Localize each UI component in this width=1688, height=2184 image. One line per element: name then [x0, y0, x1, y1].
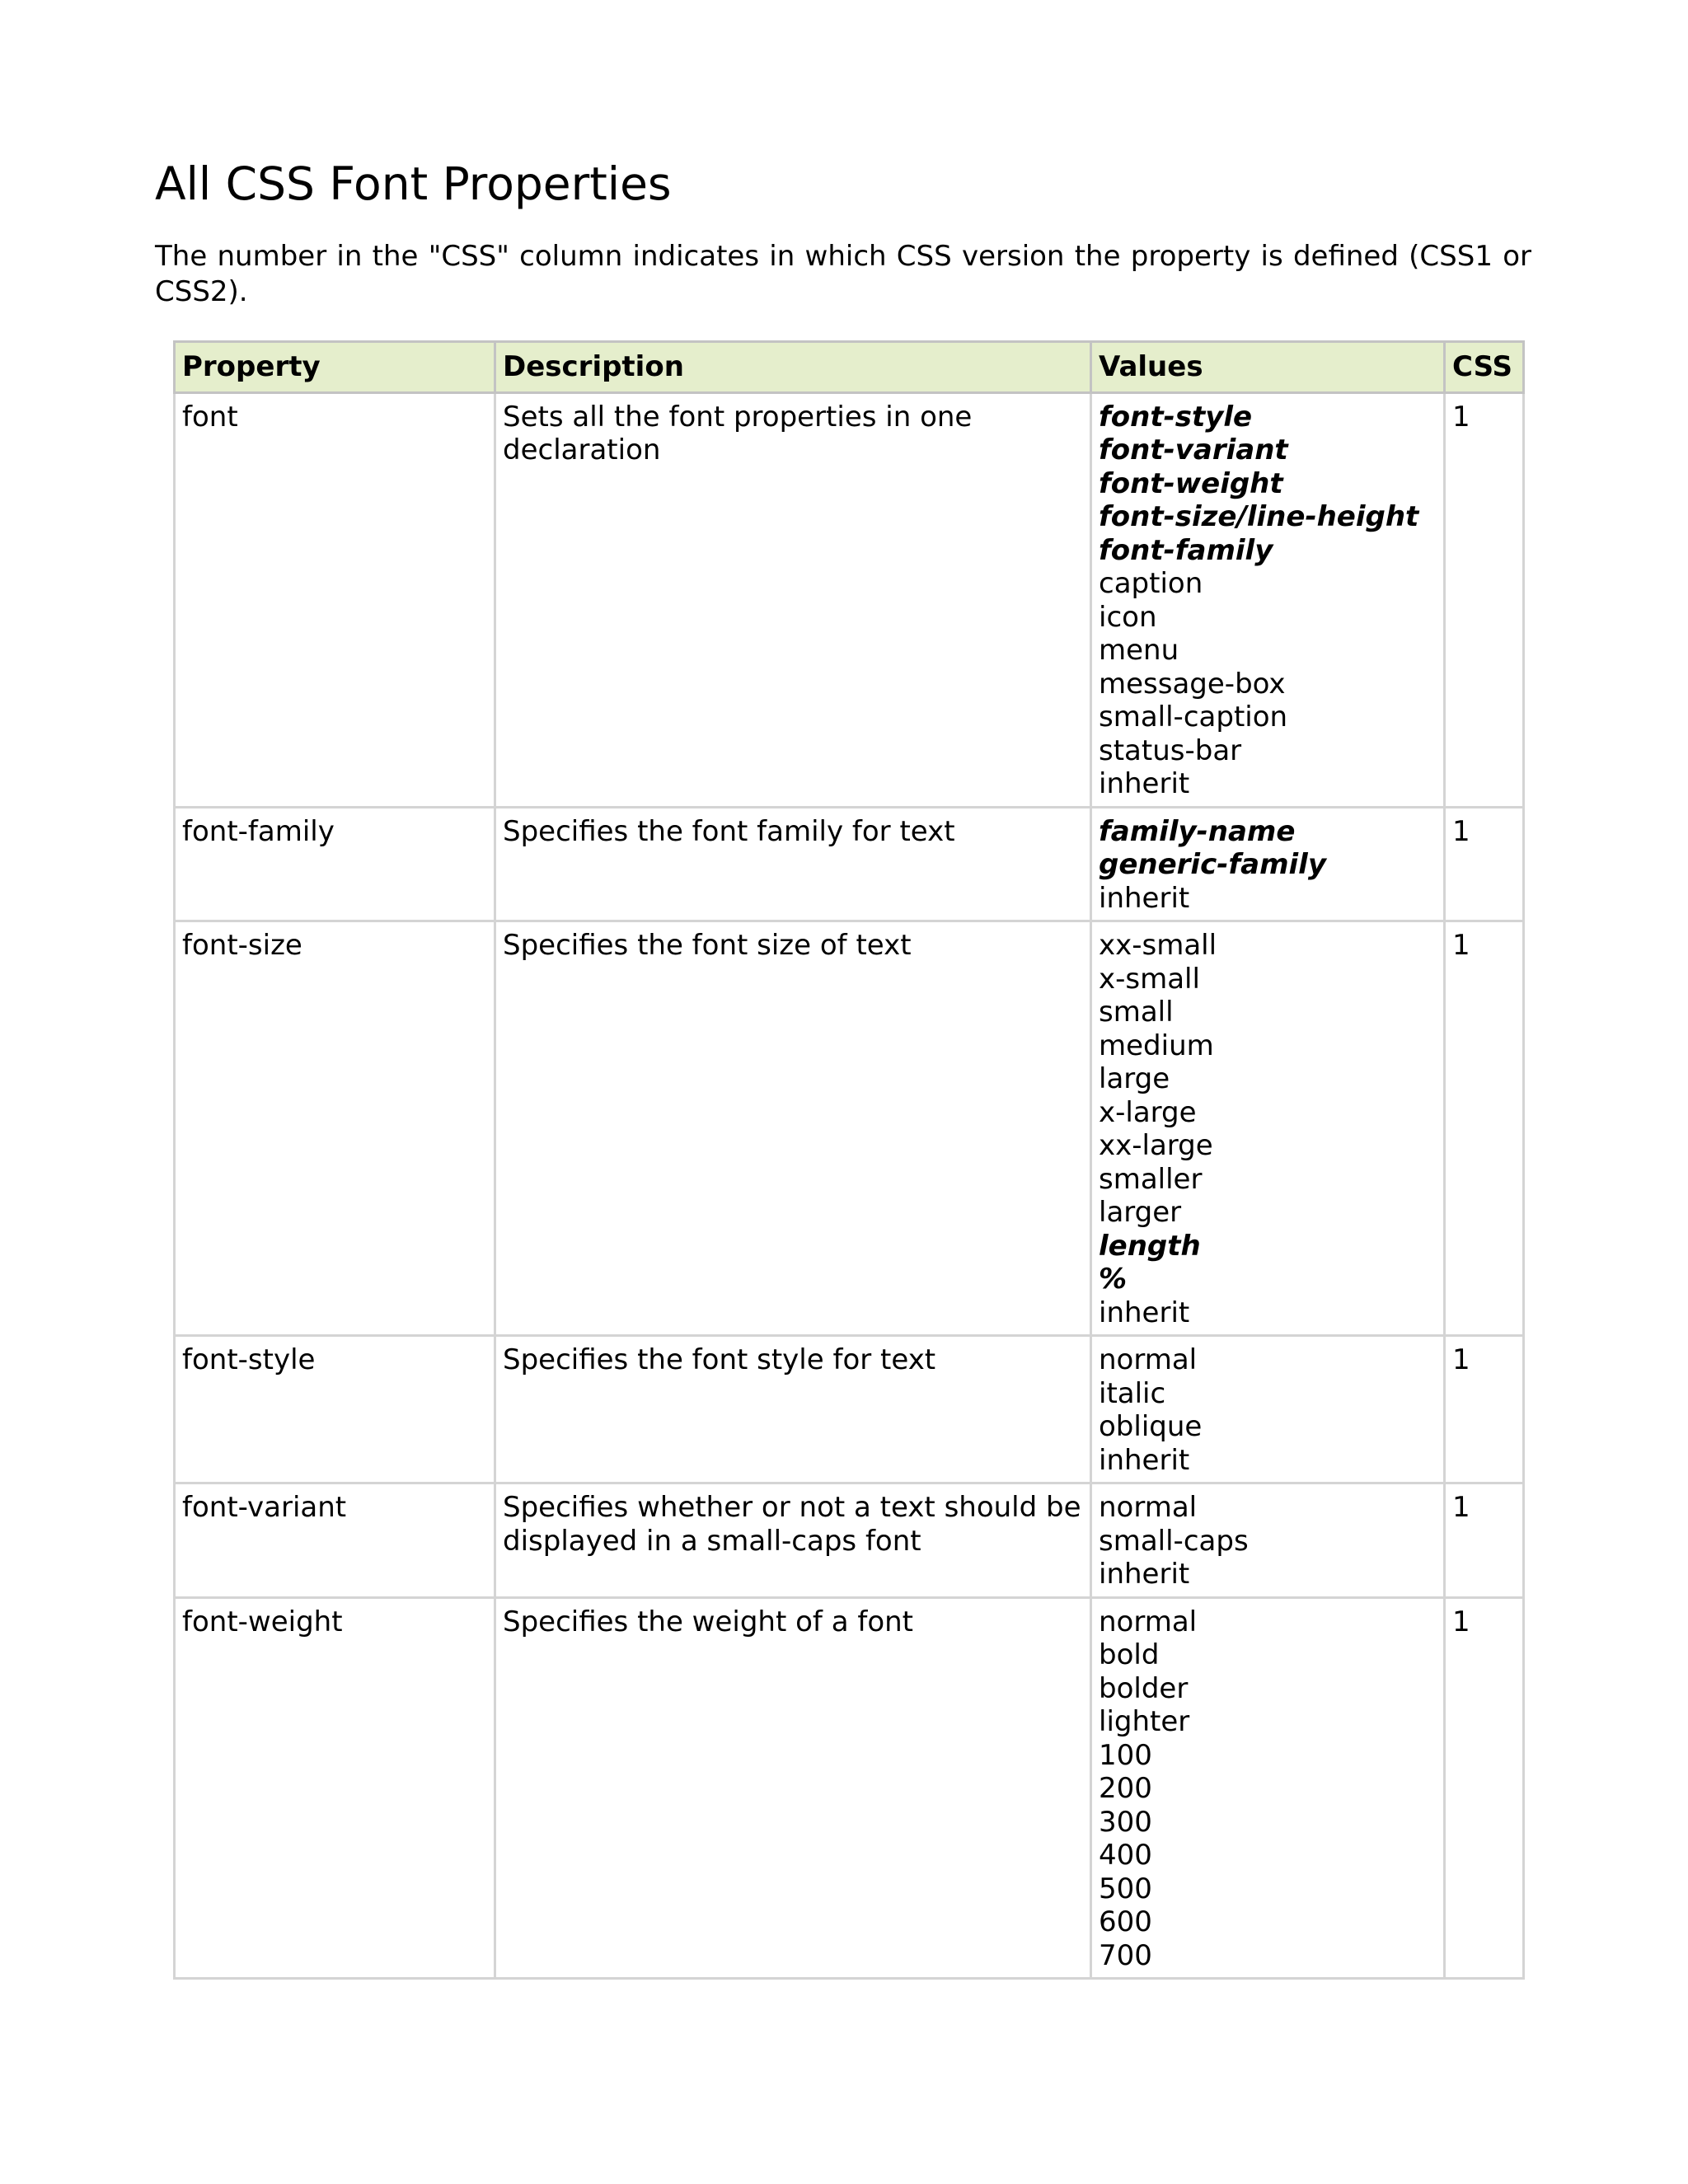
- header-property: Property: [175, 342, 495, 393]
- css-version-cell: 1: [1445, 1483, 1524, 1598]
- header-values: Values: [1091, 342, 1445, 393]
- property-value: 600: [1099, 1905, 1152, 1938]
- font-properties-table-wrapper: [173, 340, 1522, 1980]
- property-value: inherit: [1099, 767, 1190, 800]
- property-value: 200: [1099, 1772, 1152, 1805]
- property-value: font-style: [1099, 400, 1253, 434]
- css-version-cell: 1: [1445, 392, 1524, 807]
- page-title: All CSS Font Properties: [155, 157, 672, 210]
- property-value: length: [1099, 1229, 1201, 1263]
- property-value: status-bar: [1099, 733, 1242, 767]
- property-values-cell: [1091, 921, 1445, 1336]
- property-description-cell: Specifies whether or not a text should be displayed in a small-caps font: [495, 1483, 1091, 1598]
- property-values-cell: [1091, 1483, 1445, 1598]
- property-value: font-size/line-height: [1099, 500, 1419, 533]
- property-value: menu: [1099, 634, 1179, 667]
- property-value: font-weight: [1099, 466, 1283, 500]
- table-row: [175, 1483, 1524, 1598]
- property-value: 100: [1099, 1738, 1152, 1772]
- property-value: message-box: [1099, 667, 1286, 701]
- property-value: medium: [1099, 1029, 1214, 1062]
- property-values-cell: [1091, 392, 1445, 807]
- property-value: inherit: [1099, 1558, 1190, 1591]
- property-value: 700: [1099, 1938, 1152, 1972]
- property-description-cell: Specifies the weight of a font: [495, 1597, 1091, 1979]
- property-value: xx-large: [1099, 1129, 1213, 1162]
- property-value: xx-small: [1099, 929, 1217, 962]
- property-value: x-large: [1099, 1095, 1197, 1129]
- table-row: [175, 921, 1524, 1336]
- property-value: small: [1099, 996, 1174, 1029]
- property-value: inherit: [1099, 1296, 1190, 1329]
- table-header: [175, 342, 1524, 393]
- property-value: inherit: [1099, 881, 1190, 915]
- property-name-cell: font-variant: [175, 1483, 495, 1598]
- property-value: %: [1099, 1263, 1128, 1296]
- property-value: 300: [1099, 1805, 1152, 1839]
- property-value: lighter: [1099, 1705, 1190, 1738]
- property-value: font-variant: [1099, 434, 1288, 466]
- property-value: larger: [1099, 1196, 1182, 1229]
- property-value: inherit: [1099, 1443, 1190, 1477]
- property-description-cell: Specifies the font family for text: [495, 807, 1091, 921]
- property-name-cell: font-weight: [175, 1597, 495, 1979]
- table-row: [175, 392, 1524, 807]
- intro-paragraph: The number in the "CSS" column indicates in which CSS version the property is defined (CSS1 or CSS2).: [155, 240, 1531, 308]
- property-name-cell: font: [175, 392, 495, 807]
- table-row: [175, 1336, 1524, 1483]
- header-css: CSS: [1445, 342, 1524, 393]
- property-value: normal: [1099, 1491, 1198, 1524]
- property-values-cell: [1091, 807, 1445, 921]
- header-description: Description: [495, 342, 1091, 393]
- property-value: small-caps: [1099, 1524, 1249, 1558]
- property-value: oblique: [1099, 1410, 1203, 1443]
- property-value: small-caption: [1099, 701, 1288, 733]
- table-header-row: [175, 342, 1524, 393]
- property-value: 400: [1099, 1839, 1152, 1872]
- css-version-cell: 1: [1445, 921, 1524, 1336]
- property-values-cell: [1091, 1597, 1445, 1979]
- property-value: icon: [1099, 600, 1157, 634]
- font-properties-table: [173, 340, 1525, 1980]
- property-value: x-small: [1099, 962, 1200, 996]
- property-description-cell: Specifies the font size of text: [495, 921, 1091, 1336]
- table-body: [175, 392, 1524, 1979]
- table-row: [175, 807, 1524, 921]
- css-version-cell: 1: [1445, 1336, 1524, 1483]
- property-values-cell: [1091, 1336, 1445, 1483]
- table-row: [175, 1597, 1524, 1979]
- property-value: bolder: [1099, 1671, 1189, 1705]
- property-name-cell: font-style: [175, 1336, 495, 1483]
- property-value: bold: [1099, 1638, 1160, 1671]
- css-version-cell: 1: [1445, 1597, 1524, 1979]
- property-value: caption: [1099, 567, 1203, 600]
- property-value: normal: [1099, 1343, 1198, 1376]
- property-name-cell: font-family: [175, 807, 495, 921]
- property-value: family-name: [1099, 814, 1296, 848]
- property-name-cell: font-size: [175, 921, 495, 1336]
- property-value: italic: [1099, 1376, 1166, 1410]
- property-value: font-family: [1099, 533, 1273, 567]
- property-value: generic-family: [1099, 848, 1326, 881]
- property-value: normal: [1099, 1605, 1198, 1638]
- property-value: 500: [1099, 1872, 1152, 1905]
- css-version-cell: 1: [1445, 807, 1524, 921]
- property-value: large: [1099, 1062, 1170, 1095]
- property-description-cell: Sets all the font properties in one declaration: [495, 392, 1091, 807]
- property-value: smaller: [1099, 1162, 1203, 1196]
- property-description-cell: Specifies the font style for text: [495, 1336, 1091, 1483]
